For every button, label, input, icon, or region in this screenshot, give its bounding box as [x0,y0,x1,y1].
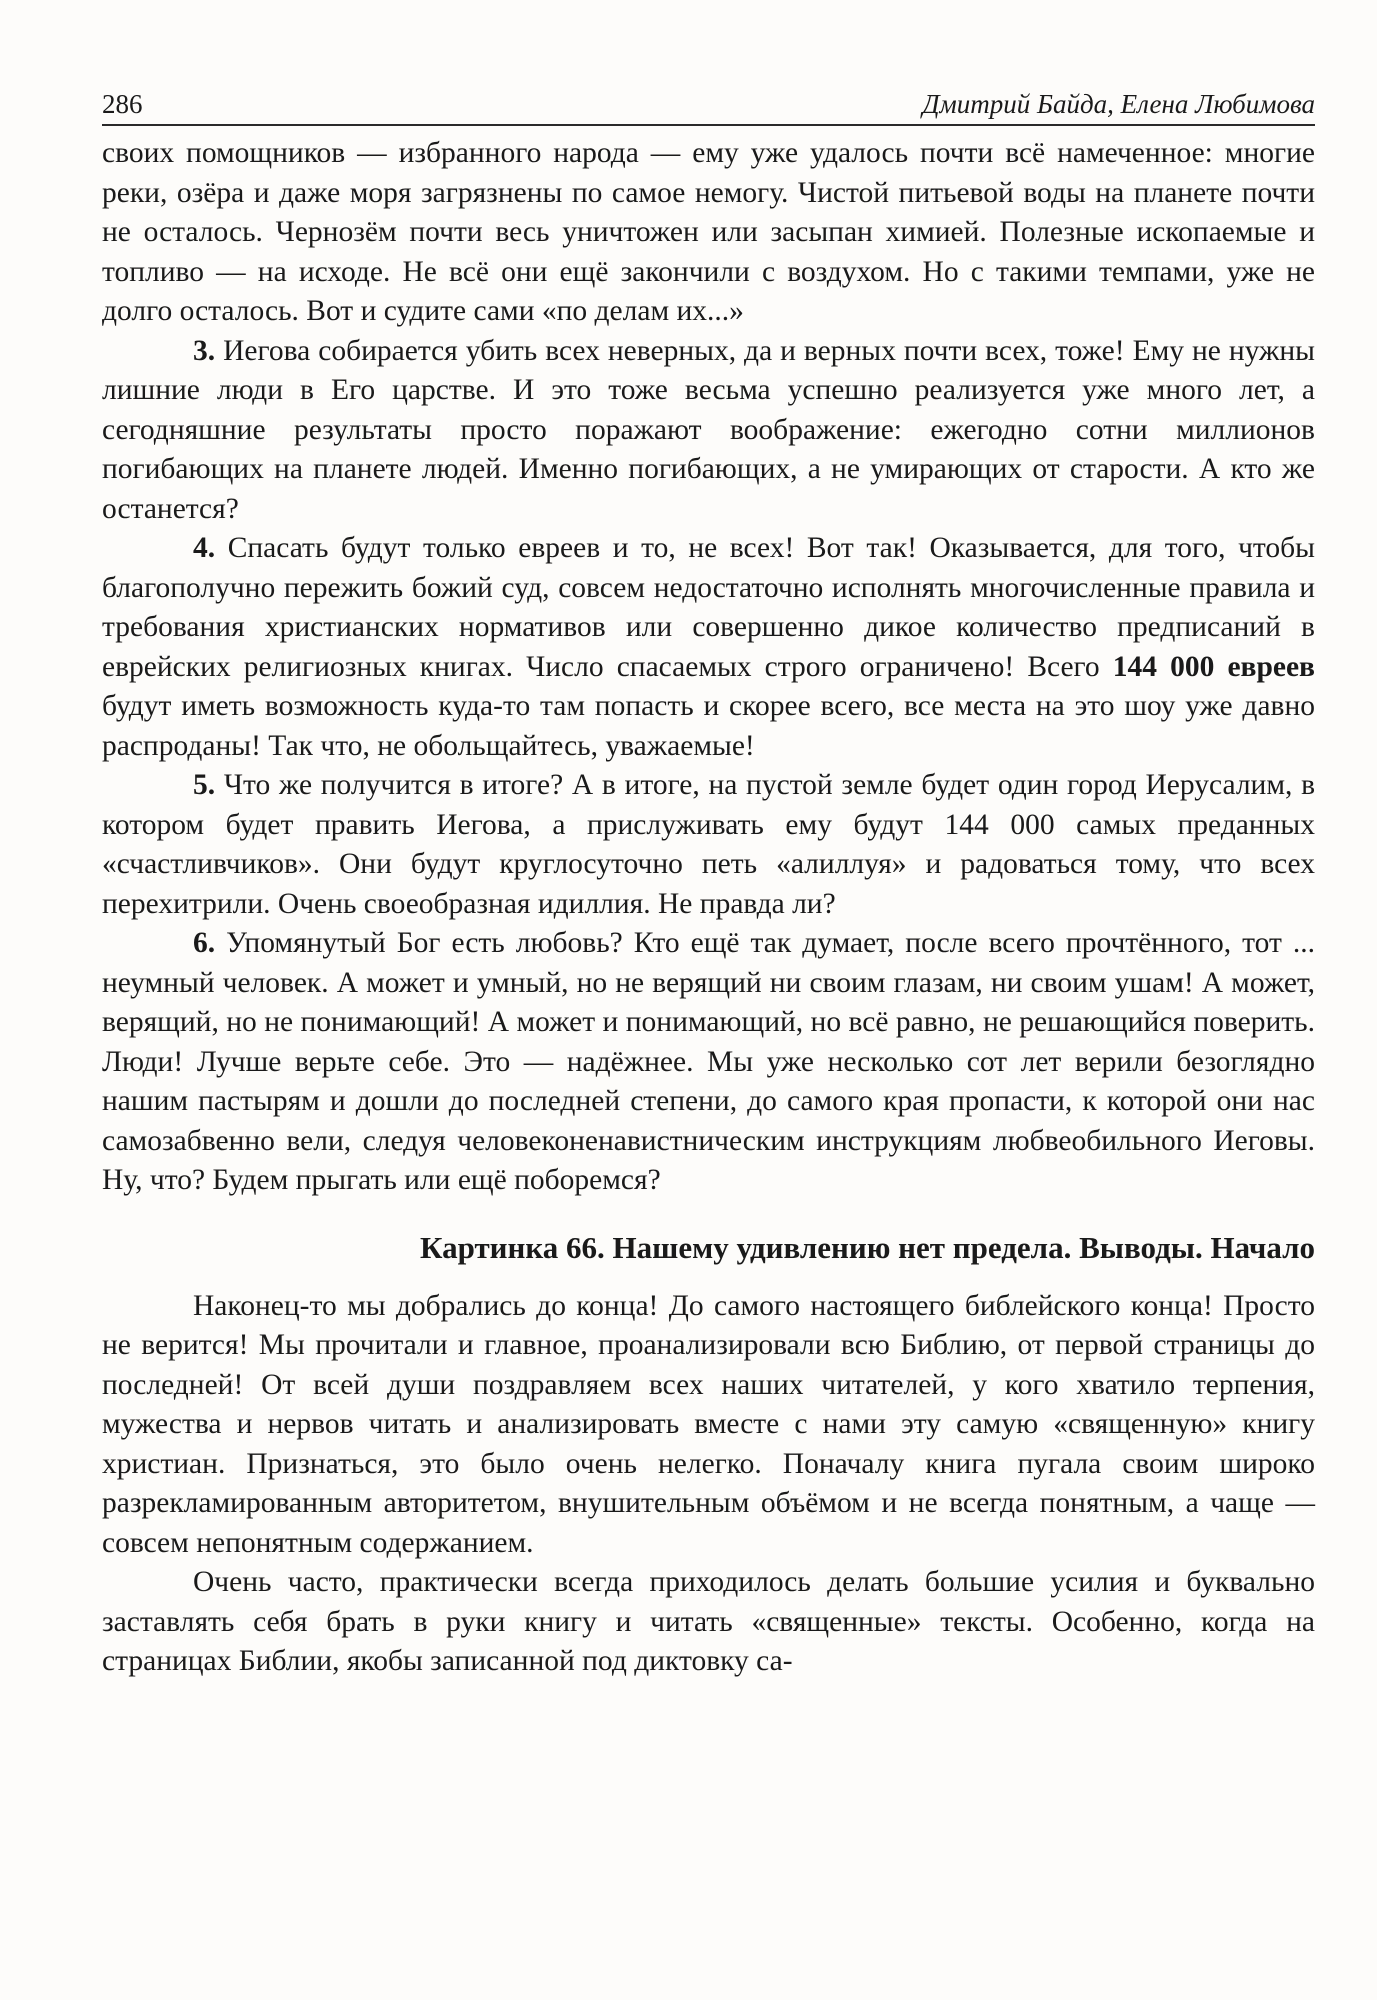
paragraph-continuation: своих помощников — избранного народа — ему уже удалось почти всё намеченное: многие реки, озёра и даже моря загрязнены по самое немогу. Чистой питьевой воды на планете почти не осталось. Чернозём почти весь уничтожен или засыпан химией. Полезные ископаемые и топливо — на исходе. Не всё они ещё закончили с воздухом. Но с такими темпами, уже не долго осталось. Вот и судите сами «по делам их...» [102,137,1315,327]
item-text-4b: будут иметь возможность куда-то там попасть и скорее всего, все места на это шоу уже давно распроданы! Так что, не обольщайтесь, уважаемые! [102,690,1315,762]
paragraph-conclusion-2: Очень часто, практически всегда приходилось делать большие усилия и буквально заставлять себя брать в руки книгу и читать «священные» тексты. Особенно, когда на страницах Библии, якобы записанной под диктовку са- [102,1566,1315,1677]
item-text-3: Иегова собирается убить всех неверных, да и верных почти всех, тоже! Ему не нужны лишние люди в Его царстве. И это тоже весьма успешно реализуется уже много лет, а сегодняшние результаты просто поражают воображение: ежегодно сотни миллионов погибающих на планете людей. Именно погибающих, а не умирающих от старости. А кто же останется? [102,334,1315,525]
running-head-authors: Дмитрий Байда, Елена Любимова [922,89,1315,119]
paragraph-item-6 [102,924,1315,1201]
page-header [102,86,1315,126]
section-heading: Картинка 66. Нашему удивлению нет предела. Выводы. Начало [420,1229,1315,1265]
item-number-3: 3. [193,334,216,367]
item-text-6: Упомянутый Бог есть любовь? Кто ещё так думает, после всего прочтённого, тот ... неумный человек. А может и умный, но не верящий ни своим глазам, ни своим ушам! А может, верящий, но не понимающий! А может и понимающий, но всё равно, не решающийся поверить. Люди! Лучше верьте себе. Это — надёжнее. Мы уже несколько сот лет верили безоглядно нашим пастырям и дошли до последней степени, до самого края пропасти, к которой они нас самозабвенно вели, следуя человеконенавистническим инструкциям любвеобильного Иеговы. Ну, что? Будем прыгать или ещё поборемся? [102,927,1315,1196]
paragraph-item-5 [102,766,1315,924]
item-text-5: Что же получится в итоге? А в итоге, на пустой земле будет один город Иерусалим, в котором будет править Иегова, а прислуживать ему будут 144 000 самых преданных «счастливчиков». Они будут круглосуточно петь «алиллуя» и радоваться тому, что всех перехитрили. Очень своеобразная идиллия. Не правда ли? [102,769,1315,920]
paragraph-item-4 [102,529,1315,766]
item-number-6: 6. [193,927,216,959]
item-number-4: 4. [193,532,216,564]
body-text [102,134,1315,1682]
page-number: 286 [102,89,143,119]
emphasis-144000: 144 000 евреев [1112,650,1315,683]
paragraph-conclusion-1: Наконец-то мы добрались до конца! До самого настоящего библейского конца! Просто не верится! Мы прочитали и главное, проанализировали всю Библию, от первой страницы до последней! От всей души поздравляем всех наших читателей, у кого хватило терпения, мужества и нервов читать и анализировать вместе с нами эту самую «священную» книгу христиан. Признаться, это было очень нелегко. Поначалу книга пугала своим широко разрекламированным авторитетом, внушительным объёмом и не всегда понятным, а чаще — совсем непонятным содержанием. [102,1289,1315,1559]
paragraph-item-3 [102,332,1315,530]
item-text-4a: Спасать будут только евреев и то, не всех! Вот так! Оказывается, для того, чтобы благополучно пережить божий суд, совсем недостаточно исполнять многочисленные правила и требования христианских нормативов или совершенно дикое количество предписаний в еврейских религиозных книгах. Число спасаемых строго ограничено! Всего [102,532,1315,683]
item-number-5: 5. [193,769,216,801]
